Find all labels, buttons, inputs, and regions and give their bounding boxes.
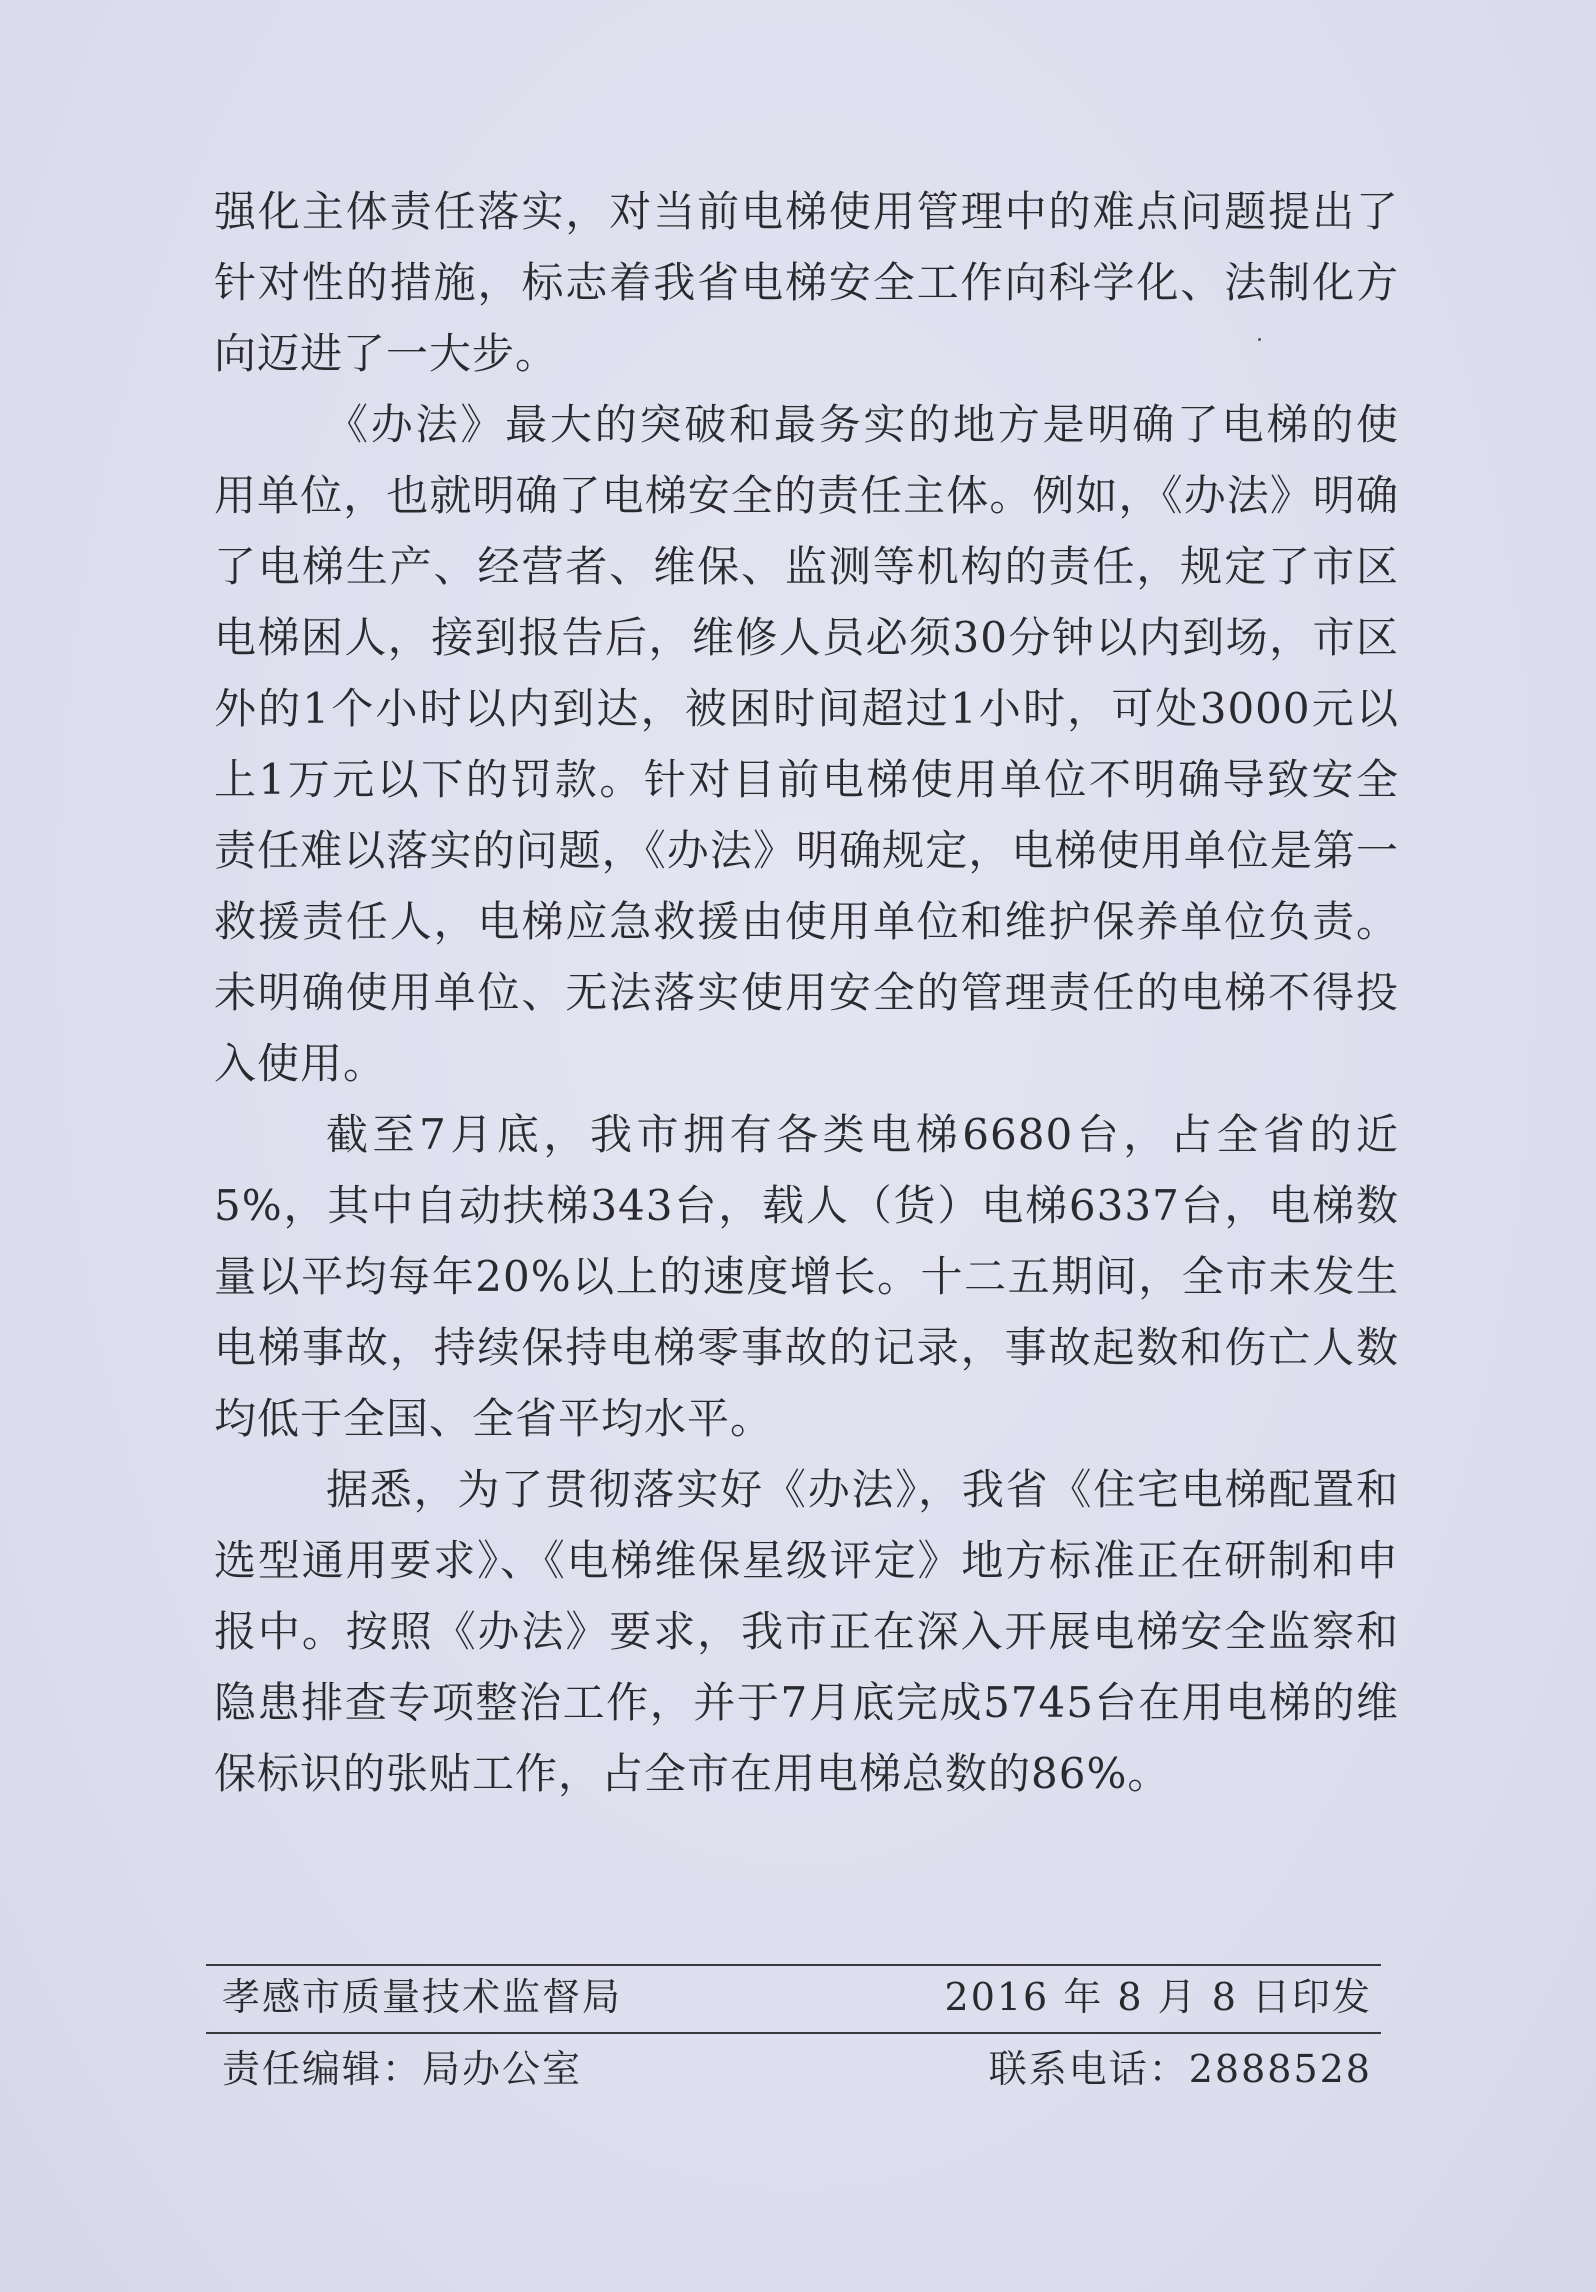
footer-issuer-row	[222, 1972, 1372, 2022]
scan-speck	[1258, 338, 1261, 341]
paragraph-3: 截至7月底，我市拥有各类电梯6680台，占全省的近5%，其中自动扶梯343台，载人（货）电梯6337台，电梯数量以平均每年20%以上的速度增长。十二五期间，全市未发生电梯事故，持续保持电梯零事故的记录，事故起数和伤亡人数均低于全国、全省平均水平。	[214, 1110, 1399, 1443]
paragraph-4: 据悉，为了贯彻落实好《办法》，我省《住宅电梯配置和选型通用要求》、《电梯维保星级评定》地方标准正在研制和申报中。按照《办法》要求，我市正在深入开展电梯安全监察和隐患排查专项整治工作，并于7月底完成5745台在用电梯的维保标识的张贴工作，占全市在用电梯总数的86%。	[214, 1465, 1399, 1798]
paragraph-2: 《办法》最大的突破和最务实的地方是明确了电梯的使用单位，也就明确了电梯安全的责任主体。例如，《办法》明确了电梯生产、经营者、维保、监测等机构的责任，规定了市区电梯困人，接到报告后，维修人员必须30分钟以内到场，市区外的1个小时以内到达，被困时间超过1小时，可处3000元以上1万元以下的罚款。针对目前电梯使用单位不明确导致安全责任难以落实的问题，《办法》明确规定，电梯使用单位是第一救援责任人，电梯应急救援由使用单位和维护保养单位负责。未明确使用单位、无法落实使用安全的管理责任的电梯不得投入使用。	[214, 400, 1399, 1088]
footer-top-rule	[206, 1964, 1381, 1966]
footer-editor-row	[222, 2044, 1372, 2094]
issuer-name: 孝感市质量技术监督局	[222, 1975, 623, 2019]
contact-phone: 联系电话：2888528	[988, 2047, 1372, 2091]
responsible-editor: 责任编辑：局办公室	[222, 2047, 583, 2091]
paragraph-1: 强化主体责任落实，对当前电梯使用管理中的难点问题提出了针对性的措施，标志着我省电梯安全工作向科学化、法制化方向迈进了一大步。	[214, 187, 1399, 378]
footer-middle-rule	[206, 2032, 1381, 2034]
article-body	[214, 176, 1399, 1809]
issue-date: 2016 年 8 月 8 日印发	[944, 1975, 1372, 2019]
